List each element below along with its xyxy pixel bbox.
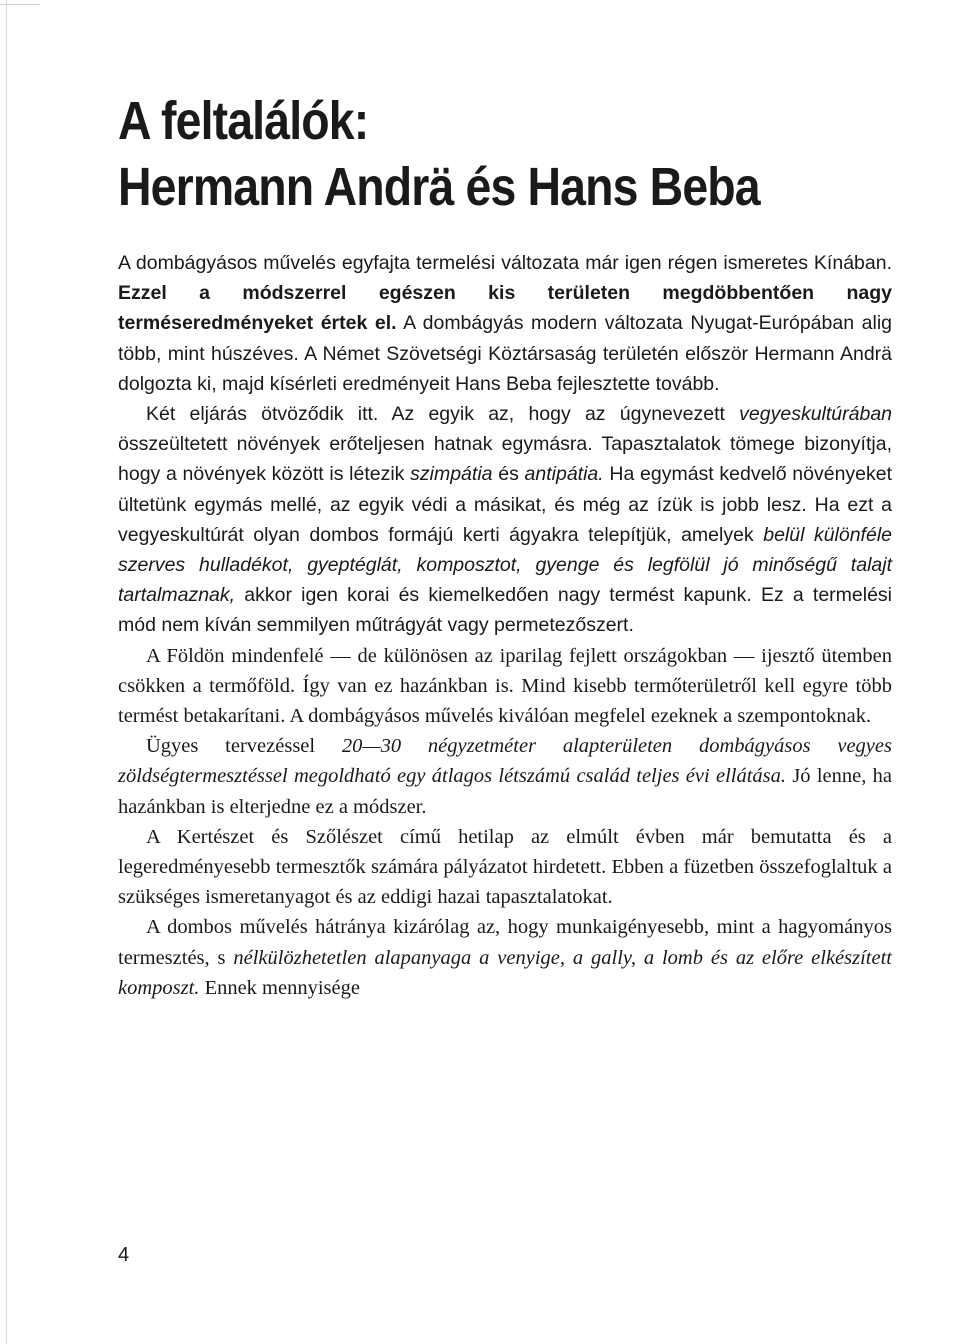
chapter-title — [118, 88, 760, 220]
text-run: összeültetett növények erőteljesen hatnak egymásra. Tapasztalatok tömege bizonyítja, hogy a növények között is létezik — [118, 433, 892, 486]
bold-sentence: Ezzel a módszerrel egészen kis területen megdöbbentően nagy terméseredményeket értek el. — [118, 282, 892, 335]
paragraph-4 — [118, 731, 892, 822]
text-run: és — [498, 463, 519, 486]
italic-phrase: 20—30 négyzetméter alapterületen dombágyásos vegyes zöldségtermesztéssel megoldható egy átlagos létszámú család teljes évi ellátása. — [118, 735, 892, 788]
italic-phrase: nélkülözhetetlen alapanyaga a venyige, a gally, a lomb és az előre elkészített komposzt. — [118, 946, 892, 999]
text-run: Ennek mennyisége — [204, 976, 360, 999]
text-run: Jó lenne, ha hazánkban is elterjedne ez a módszer. — [118, 765, 892, 818]
paragraph-5: A Kertészet és Szőlészet című hetilap az elmúlt évben már bemutatta és a legeredményesebb termesztők számára pályázatot hirdetett. Ebben a füzetben összefoglaltuk a szükséges ismeretanyagot és az eddigi hazai tapasztalatokat. — [118, 825, 892, 909]
italic-term: antipátia. — [524, 463, 604, 486]
italic-term: szimpátia — [410, 463, 493, 486]
italic-term: vegyeskultúrában — [739, 403, 893, 426]
text-run: A dombos művelés hátránya kizárólag az, hogy munkaigényesebb, mint a hagyományos termesztés, s — [118, 916, 892, 969]
text-run: Ha egymást kedvelő növényeket ültetünk egymás mellé, az egyik védi a másikat, és még az ízük is jobb lesz. Ha ezt a vegyeskultúrát olyan dombos formájú kerti ágyakra telepítjük, amelyek — [118, 463, 893, 546]
scan-edge — [6, 0, 7, 1344]
italic-phrase: belül különféle szerves hulladékot, gyeptéglát, komposztot, gyenge és legfölül jó minőségű talajt tartalmaznak, — [118, 523, 892, 607]
paragraph-1 — [118, 248, 892, 399]
text-run: Ügyes tervezéssel — [146, 735, 316, 758]
body-text — [118, 248, 892, 1003]
sentence: A dombágyás modern változata Nyugat-Európában alig több, mint húszéves. A Német Szövetségi Köztársaság területén először Hermann Andrä dolgozta ki, majd kísérleti eredményeit Hans Beba fejlesztette tovább. — [118, 312, 893, 395]
chapter-title-line-1: A feltalálók: — [118, 91, 369, 151]
scan-edge — [0, 4, 40, 5]
paragraph-2 — [118, 399, 892, 641]
paragraph-6 — [118, 912, 892, 1003]
page-number: 4 — [118, 1244, 130, 1266]
sentence: A dombágyásos művelés egyfajta termelési változata már igen régen ismeretes Kínában. — [118, 252, 892, 274]
paragraph-3: A Földön mindenfelé — de különösen az iparilag fejlett országokban — ijesztő ütemben csökken a termőföld. Így van ez hazánkban is. Mind kisebb termőterületről kell egyre több termést betakarítani. A dombágyásos művelés kiválóan megfelel ezeknek a szempontoknak. — [118, 644, 892, 728]
text-run: Két eljárás ötvöződik itt. Az egyik az, hogy az úgynevezett — [146, 403, 725, 426]
chapter-title-line-2: Hermann Andrä és Hans Beba — [118, 157, 760, 217]
text-run: akkor igen korai és kiemelkedően nagy termést kapunk. Ez a termelési mód nem kíván semmilyen műtrágyát vagy permetezőszert. — [118, 584, 893, 637]
